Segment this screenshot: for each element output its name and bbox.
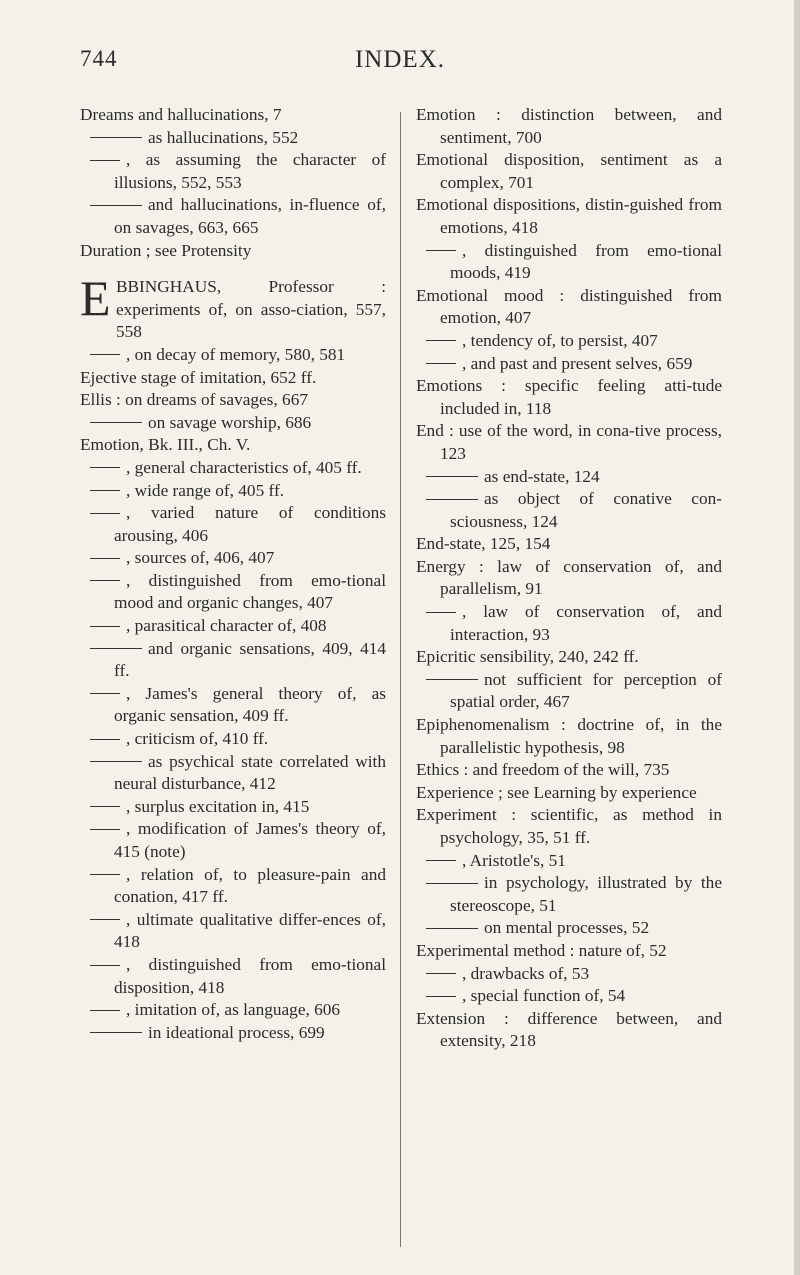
entry-text: Experimental method : nature of, 52: [416, 940, 667, 960]
entry-text: , distinguished from emo-tional mood and organic changes, 407: [114, 570, 386, 613]
entry-text: , modification of James's theory of, 415 (note): [114, 819, 386, 861]
section-gap: [80, 262, 386, 276]
index-entry: [416, 1008, 722, 1053]
repeat-dash: [90, 874, 120, 875]
entry-text: Experience ; see Learning by experience: [416, 782, 697, 802]
drop-cap-letter: E: [80, 270, 111, 327]
entry-text: , parasitical character of, 408: [126, 616, 327, 636]
entry-text: , imitation of, as language, 606: [126, 1000, 341, 1020]
repeat-dash: [90, 648, 142, 649]
index-subentry: [416, 353, 722, 376]
entry-text: , varied nature of conditions arousing, 406: [114, 503, 386, 545]
index-subentry: [80, 615, 386, 638]
index-entry: [416, 782, 722, 805]
repeat-dash: [90, 558, 120, 559]
index-subentry: [80, 344, 386, 367]
index-entry: [416, 940, 722, 963]
index-subentry: [416, 917, 722, 940]
index-entry: [416, 556, 722, 601]
index-subentry: [416, 330, 722, 353]
repeat-dash: [90, 626, 120, 627]
index-subentry: [80, 909, 386, 954]
entry-text: Energy : law of conservation of, and parallelism, 91: [416, 556, 722, 599]
entry-text: and organic sensations, 409, 414 ff.: [114, 638, 386, 681]
repeat-dash: [426, 250, 456, 251]
index-subentry: [80, 818, 386, 863]
index-entry: [416, 804, 722, 849]
index-entry: [80, 240, 386, 263]
repeat-dash: [90, 1010, 120, 1011]
repeat-dash: [426, 928, 478, 929]
repeat-dash: [426, 612, 456, 613]
index-entry: [80, 434, 386, 457]
index-entry: [416, 194, 722, 239]
entry-text: , on decay of memory, 580, 581: [126, 344, 346, 364]
repeat-dash: [90, 919, 120, 920]
index-subentry: [80, 570, 386, 615]
repeat-dash: [90, 761, 142, 762]
repeat-dash: [426, 883, 478, 884]
repeat-dash: [90, 829, 120, 830]
entry-text: Ejective stage of imitation, 652 ff.: [80, 367, 317, 387]
entry-text: , criticism of, 410 ff.: [126, 729, 269, 749]
index-subentry: [416, 872, 722, 917]
index-subentry: [80, 728, 386, 751]
repeat-dash: [90, 693, 120, 694]
page-header: [0, 46, 800, 86]
entry-text: as psychical state correlated with neural disturbance, 412: [114, 751, 386, 794]
entry-text: , relation of, to pleasure-pain and conation, 417 ff.: [114, 864, 386, 907]
entry-text: Emotional mood : distinguished from emotion, 407: [416, 285, 722, 328]
entry-text: in ideational process, 699: [148, 1022, 325, 1042]
index-entry: [416, 149, 722, 194]
entry-text: , Aristotle's, 51: [462, 850, 566, 870]
index-subentry: [80, 796, 386, 819]
entry-text: , and past and present selves, 659: [462, 353, 693, 373]
index-subentry: [80, 638, 386, 683]
index-subentry: [80, 149, 386, 194]
repeat-dash: [90, 354, 120, 355]
page-title: INDEX.: [354, 46, 445, 73]
repeat-dash: [90, 467, 120, 468]
entry-text: Dreams and hallucinations, 7: [80, 105, 282, 124]
index-subentry: [416, 985, 722, 1008]
entry-text: on mental processes, 52: [484, 918, 650, 938]
page-number: 744: [80, 46, 118, 71]
index-entry: [416, 375, 722, 420]
column-divider: [400, 112, 401, 1247]
repeat-dash: [90, 1032, 142, 1033]
entry-text: Emotional disposition, sentiment as a complex, 701: [416, 150, 722, 192]
entry-text: Emotion : distinction between, and sentiment, 700: [416, 105, 722, 147]
entry-text: , tendency of, to persist, 407: [462, 330, 658, 350]
repeat-dash: [426, 340, 456, 341]
index-subentry: [416, 488, 722, 533]
repeat-dash: [426, 973, 456, 974]
index-subentry: [80, 457, 386, 480]
entry-text: , law of conservation of, and interaction, 93: [450, 602, 722, 644]
index-subentry: [80, 502, 386, 547]
entry-text: End : use of the word, in cona-tive process, 123: [416, 421, 722, 463]
entry-text: Emotional dispositions, distin-guished from emotions, 418: [416, 195, 722, 237]
entry-text: , as assuming the character of illusions, 552, 553: [114, 150, 386, 192]
index-subentry: [416, 601, 722, 646]
entry-text: Epiphenomenalism : doctrine of, in the parallelistic hypothesis, 98: [416, 715, 722, 757]
entry-text: in psychology, illustrated by the stereoscope, 51: [450, 873, 722, 915]
repeat-dash: [90, 205, 142, 206]
entry-text: as hallucinations, 552: [148, 127, 299, 147]
index-entry: [80, 104, 386, 127]
repeat-dash: [426, 363, 456, 364]
entry-text: on savage worship, 686: [148, 412, 312, 432]
entry-text: and hallucinations, in-fluence of, on savages, 663, 665: [114, 195, 386, 237]
entry-text: Duration ; see Protensity: [80, 240, 252, 260]
repeat-dash: [426, 860, 456, 861]
index-subentry: [416, 669, 722, 714]
repeat-dash: [90, 513, 120, 514]
index-subentry: [80, 999, 386, 1022]
entry-text: Emotion, Bk. III., Ch. V.: [80, 435, 251, 455]
index-subentry: [80, 683, 386, 728]
entry-text: , drawbacks of, 53: [462, 963, 590, 983]
entry-text: Emotions : specific feeling atti-tude included in, 118: [416, 376, 722, 418]
entry-text: , wide range of, 405 ff.: [126, 480, 285, 500]
index-subentry: [80, 954, 386, 999]
index-subentry: [80, 412, 386, 435]
repeat-dash: [90, 739, 120, 740]
repeat-dash: [426, 476, 478, 477]
index-entry: [416, 646, 722, 669]
entry-text: BBINGHAUS, Professor : experiments of, on asso-ciation, 557, 558: [116, 277, 386, 342]
index-subentry: [416, 466, 722, 489]
repeat-dash: [426, 996, 456, 997]
index-entry: [416, 420, 722, 465]
page-edge-shadow: [794, 0, 800, 1275]
index-entry-dropcap: [80, 270, 386, 344]
index-entry: [416, 285, 722, 330]
left-column: [80, 104, 386, 1044]
index-subentry: [80, 547, 386, 570]
index-subentry: [80, 194, 386, 239]
repeat-dash: [90, 806, 120, 807]
entry-text: , sources of, 406, 407: [126, 548, 275, 568]
index-subentry: [80, 480, 386, 503]
entry-text: Experiment : scientific, as method in psychology, 35, 51 ff.: [416, 805, 722, 847]
entry-text: , special function of, 54: [462, 986, 626, 1006]
entry-text: as object of conative con-sciousness, 124: [450, 489, 722, 531]
index-entry: [80, 367, 386, 390]
entry-text: End-state, 125, 154: [416, 534, 551, 554]
index-subentry: [80, 751, 386, 796]
entry-text: , surplus excitation in, 415: [126, 796, 310, 816]
index-entry: [416, 714, 722, 759]
repeat-dash: [426, 499, 478, 500]
entry-text: not sufficient for perception of spatial order, 467: [450, 669, 722, 712]
index-subentry: [416, 963, 722, 986]
repeat-dash: [90, 490, 120, 491]
index-entry: [416, 533, 722, 556]
index-subentry: [80, 1022, 386, 1045]
entry-text: , distinguished from emo-tional moods, 419: [450, 240, 722, 283]
entry-text: as end-state, 124: [484, 466, 600, 486]
repeat-dash: [90, 137, 142, 138]
index-subentry: [80, 864, 386, 909]
repeat-dash: [90, 580, 120, 581]
index-entry: [416, 104, 722, 149]
repeat-dash: [90, 422, 142, 423]
index-entry: [416, 759, 722, 782]
index-subentry: [416, 240, 722, 285]
entry-text: , ultimate qualitative differ-ences of, 418: [114, 909, 386, 952]
entry-text: Extension : difference between, and extensity, 218: [416, 1008, 722, 1051]
index-entry: [80, 389, 386, 412]
repeat-dash: [90, 965, 120, 966]
right-column: [416, 104, 722, 1053]
entry-text: Ellis : on dreams of savages, 667: [80, 390, 308, 410]
repeat-dash: [90, 160, 120, 161]
entry-text: Ethics : and freedom of the will, 735: [416, 760, 670, 780]
index-subentry: [416, 850, 722, 873]
entry-text: , James's general theory of, as organic sensation, 409 ff.: [114, 683, 386, 726]
entry-text: , general characteristics of, 405 ff.: [126, 457, 362, 477]
entry-text: , distinguished from emo-tional disposition, 418: [114, 954, 386, 997]
repeat-dash: [426, 679, 478, 680]
entry-text: Epicritic sensibility, 240, 242 ff.: [416, 647, 639, 667]
index-subentry: [80, 127, 386, 150]
